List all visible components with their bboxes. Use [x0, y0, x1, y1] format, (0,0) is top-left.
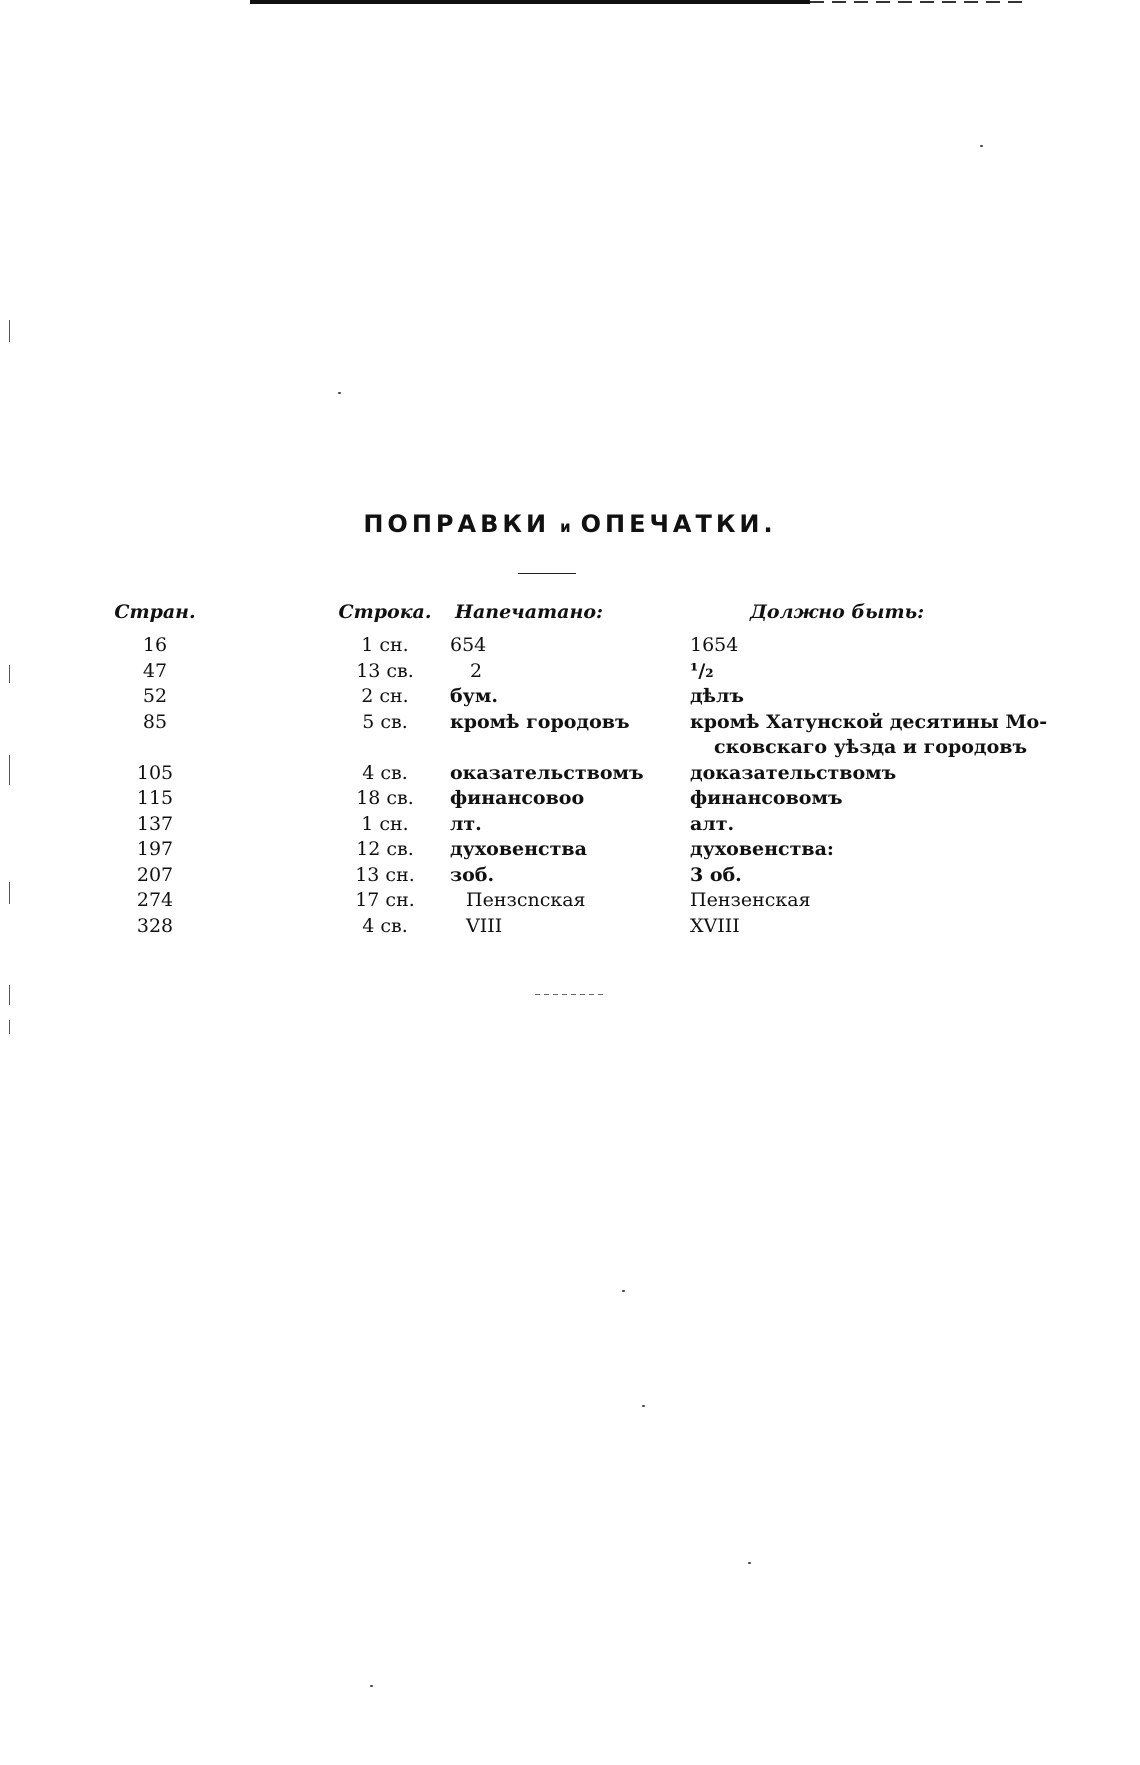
- row-line: 4 св.: [362, 761, 408, 784]
- scan-margin-mark: [9, 985, 10, 1005]
- errata-row: [100, 812, 1000, 838]
- title-rule: [518, 573, 576, 574]
- row-correct-line-1: кромѣ Хатунской десятины Мо-: [690, 710, 1048, 733]
- row-correct-line-2: сковскаго уѣзда и городовъ: [714, 736, 1028, 758]
- row-correct: 3 об.: [690, 863, 742, 886]
- errata-row: [100, 684, 1000, 710]
- row-line: 2 сн.: [361, 685, 409, 707]
- row-correct: Пензенская: [690, 889, 811, 911]
- section-end-dash: [535, 994, 605, 995]
- row-correct: 1654: [690, 634, 739, 656]
- header-correct: Должно быть:: [750, 601, 925, 623]
- row-line: 12 св.: [356, 838, 414, 860]
- row-correct: духовенства:: [690, 838, 834, 860]
- row-line: 18 св.: [356, 787, 414, 809]
- scan-speck: [748, 1562, 751, 1564]
- row-line: 13 св.: [356, 659, 414, 682]
- scan-speck: [622, 1290, 625, 1292]
- scan-margin-mark: [9, 1020, 10, 1034]
- row-correct: финансовомъ: [690, 787, 843, 809]
- row-correct: ¹/₂: [690, 659, 714, 682]
- scan-margin-mark: [9, 665, 10, 683]
- row-page: 137: [136, 812, 174, 835]
- row-page: 197: [136, 838, 174, 860]
- title-part-2: ОПЕЧАТКИ.: [580, 510, 777, 538]
- page-title: [0, 510, 1140, 538]
- row-correct: алт.: [690, 812, 735, 835]
- row-page: 105: [136, 761, 174, 784]
- errata-row: [100, 888, 1000, 914]
- row-printed: 654: [450, 634, 487, 656]
- title-part-1: ПОПРАВКИ: [363, 510, 551, 538]
- row-correct: дѣлъ: [690, 685, 744, 707]
- errata-row: [100, 633, 1000, 659]
- row-page: 115: [136, 787, 174, 809]
- errata-row: [100, 863, 1000, 889]
- row-printed: оказательствомъ: [450, 761, 644, 784]
- errata-table: [100, 600, 1048, 939]
- row-printed: Пензсnская: [466, 889, 586, 911]
- header-line: Строка.: [338, 601, 432, 623]
- row-printed: VIII: [466, 914, 503, 937]
- row-line: 4 св.: [362, 914, 408, 937]
- row-line: 1 сн.: [361, 634, 409, 656]
- row-page: 85: [142, 710, 168, 733]
- row-printed: бум.: [450, 685, 498, 707]
- errata-row: [100, 786, 1000, 812]
- top-scan-border: [250, 0, 810, 4]
- row-correct: доказательствомъ: [690, 761, 897, 784]
- row-printed: духовенства: [450, 838, 587, 860]
- row-printed: кромѣ городовъ: [450, 710, 630, 733]
- errata-row: [100, 914, 1000, 940]
- scan-speck: [980, 145, 983, 147]
- row-correct: XVIII: [690, 914, 740, 937]
- scan-margin-mark: [9, 755, 10, 785]
- scan-margin-mark: [9, 882, 10, 904]
- row-correct: [690, 710, 1090, 761]
- top-scan-border-fade: [810, 1, 1030, 3]
- errata-header-row: [100, 600, 1000, 633]
- row-printed: финансовоо: [450, 787, 585, 809]
- row-page: 47: [142, 659, 168, 682]
- row-printed: зоб.: [450, 863, 495, 886]
- row-page: 52: [142, 685, 168, 707]
- row-page: 16: [142, 634, 168, 656]
- row-page: 207: [136, 863, 174, 886]
- row-printed: лт.: [450, 812, 482, 835]
- scan-speck: [338, 392, 341, 394]
- row-page: 274: [136, 889, 174, 911]
- row-line: 17 сн.: [355, 889, 415, 911]
- header-page: Стран.: [114, 601, 196, 623]
- errata-row: [100, 710, 1048, 761]
- scan-speck: [642, 1405, 645, 1407]
- errata-row: [100, 761, 1000, 787]
- scan-speck: [370, 1685, 373, 1687]
- row-printed: 2: [470, 659, 483, 682]
- row-line: 13 сн.: [355, 863, 415, 886]
- header-printed: Напечатано:: [455, 601, 604, 623]
- errata-row: [100, 837, 1000, 863]
- row-line: 1 сн.: [361, 812, 409, 835]
- row-line: 5 св.: [362, 710, 408, 733]
- scan-margin-mark: [9, 320, 10, 342]
- title-conjunction: и: [560, 518, 571, 536]
- row-page: 328: [136, 914, 174, 937]
- errata-row: [100, 659, 1000, 685]
